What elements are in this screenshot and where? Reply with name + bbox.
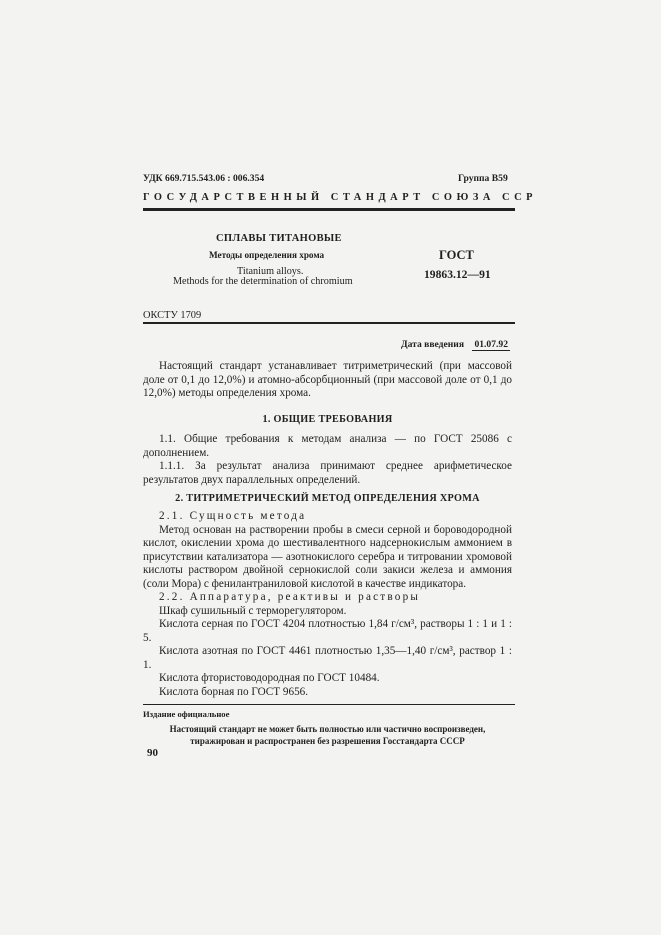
intro-paragraph-block [143, 360, 512, 401]
gost-number: 19863.12—91 [424, 268, 491, 281]
clause-1-1-1: 1.1.1. За результат анализа принимают среднее арифметическое результатов двух параллельных определений. [143, 460, 512, 486]
copyright-notice: Настоящий стандарт не может быть полностью или частично воспроизведен, тиражирован и распространен без разрешения Госстандарта СССР [169, 724, 486, 746]
english-title-line1: Titanium alloys. [237, 266, 304, 277]
document-title: СПЛАВЫ ТИТАНОВЫЕ [216, 233, 342, 244]
clause-2-1-title: 2.1. Сущность метода [159, 510, 307, 522]
clause-2-2-title: 2.2. Аппаратура, реактивы и растворы [159, 591, 421, 603]
udk-code: УДК 669.715.543.06 : 006.354 [143, 173, 265, 184]
header-rule [143, 208, 515, 211]
title-rule [143, 322, 515, 324]
clause-1-1: 1.1. Общие требования к методам анализа — по ГОСТ 25086 с дополнением. [143, 433, 512, 459]
clause-2-1-text: Метод основан на растворении пробы в смеси серной и бороводородной кислот, окислении хрома до шестивалентного надсернокислым аммонием в присутствии катализатора — азотнокислого серебра и титровании хромовой кислоты раствором двойной сернокислой соли закиси железа и аммония (соли Мора) с фенилантраниловой кислотой в качестве индикатора. [143, 523, 512, 590]
intro-date [401, 339, 510, 350]
gost-label: ГОСТ [439, 248, 474, 262]
section-2-body [143, 510, 512, 699]
official-edition: Издание официальное [143, 709, 230, 719]
document-subtitle: Методы определения хрома [209, 250, 325, 260]
section-1-heading: 1. ОБЩИЕ ТРЕБОВАНИЯ [262, 414, 393, 425]
english-title-line2: Methods for the determination of chromium [173, 276, 353, 287]
section-2-heading: 2. ТИТРИМЕТРИЧЕСКИЙ МЕТОД ОПРЕДЕЛЕНИЯ ХРОМА [175, 493, 480, 504]
page-number: 90 [147, 747, 158, 759]
section-1-body [143, 433, 512, 487]
intro-date-label: Дата введения [401, 339, 465, 350]
reagent-item: Кислота фтористоводородная по ГОСТ 10484. [159, 672, 380, 684]
reagent-item: Кислота азотная по ГОСТ 4461 плотностью 1,35—1,40 г/см³, раствор 1 : 1. [143, 645, 512, 671]
reagent-item: Кислота серная по ГОСТ 4204 плотностью 1,84 г/см³, растворы 1 : 1 и 1 : 5. [143, 618, 512, 644]
intro-paragraph: Настоящий стандарт устанавливает титриметрический (при массовой доле от 0,1 до 12,0%) и атомно-абсорбционный (при массовой доле от 0,1 до 12,0%) методы определения хрома. [143, 360, 512, 399]
group-code: Группа В59 [458, 173, 508, 184]
state-standard-header: ГОСУДАРСТВЕННЫЙ СТАНДАРТ СОЮЗА ССР [143, 192, 538, 203]
footer-rule [143, 704, 515, 705]
oksty-code: ОКСТУ 1709 [143, 310, 202, 321]
reagent-item: Шкаф сушильный с терморегулятором. [159, 604, 347, 617]
reagent-item: Кислота борная по ГОСТ 9656. [159, 685, 309, 698]
intro-date-value: 01.07.92 [474, 339, 509, 350]
